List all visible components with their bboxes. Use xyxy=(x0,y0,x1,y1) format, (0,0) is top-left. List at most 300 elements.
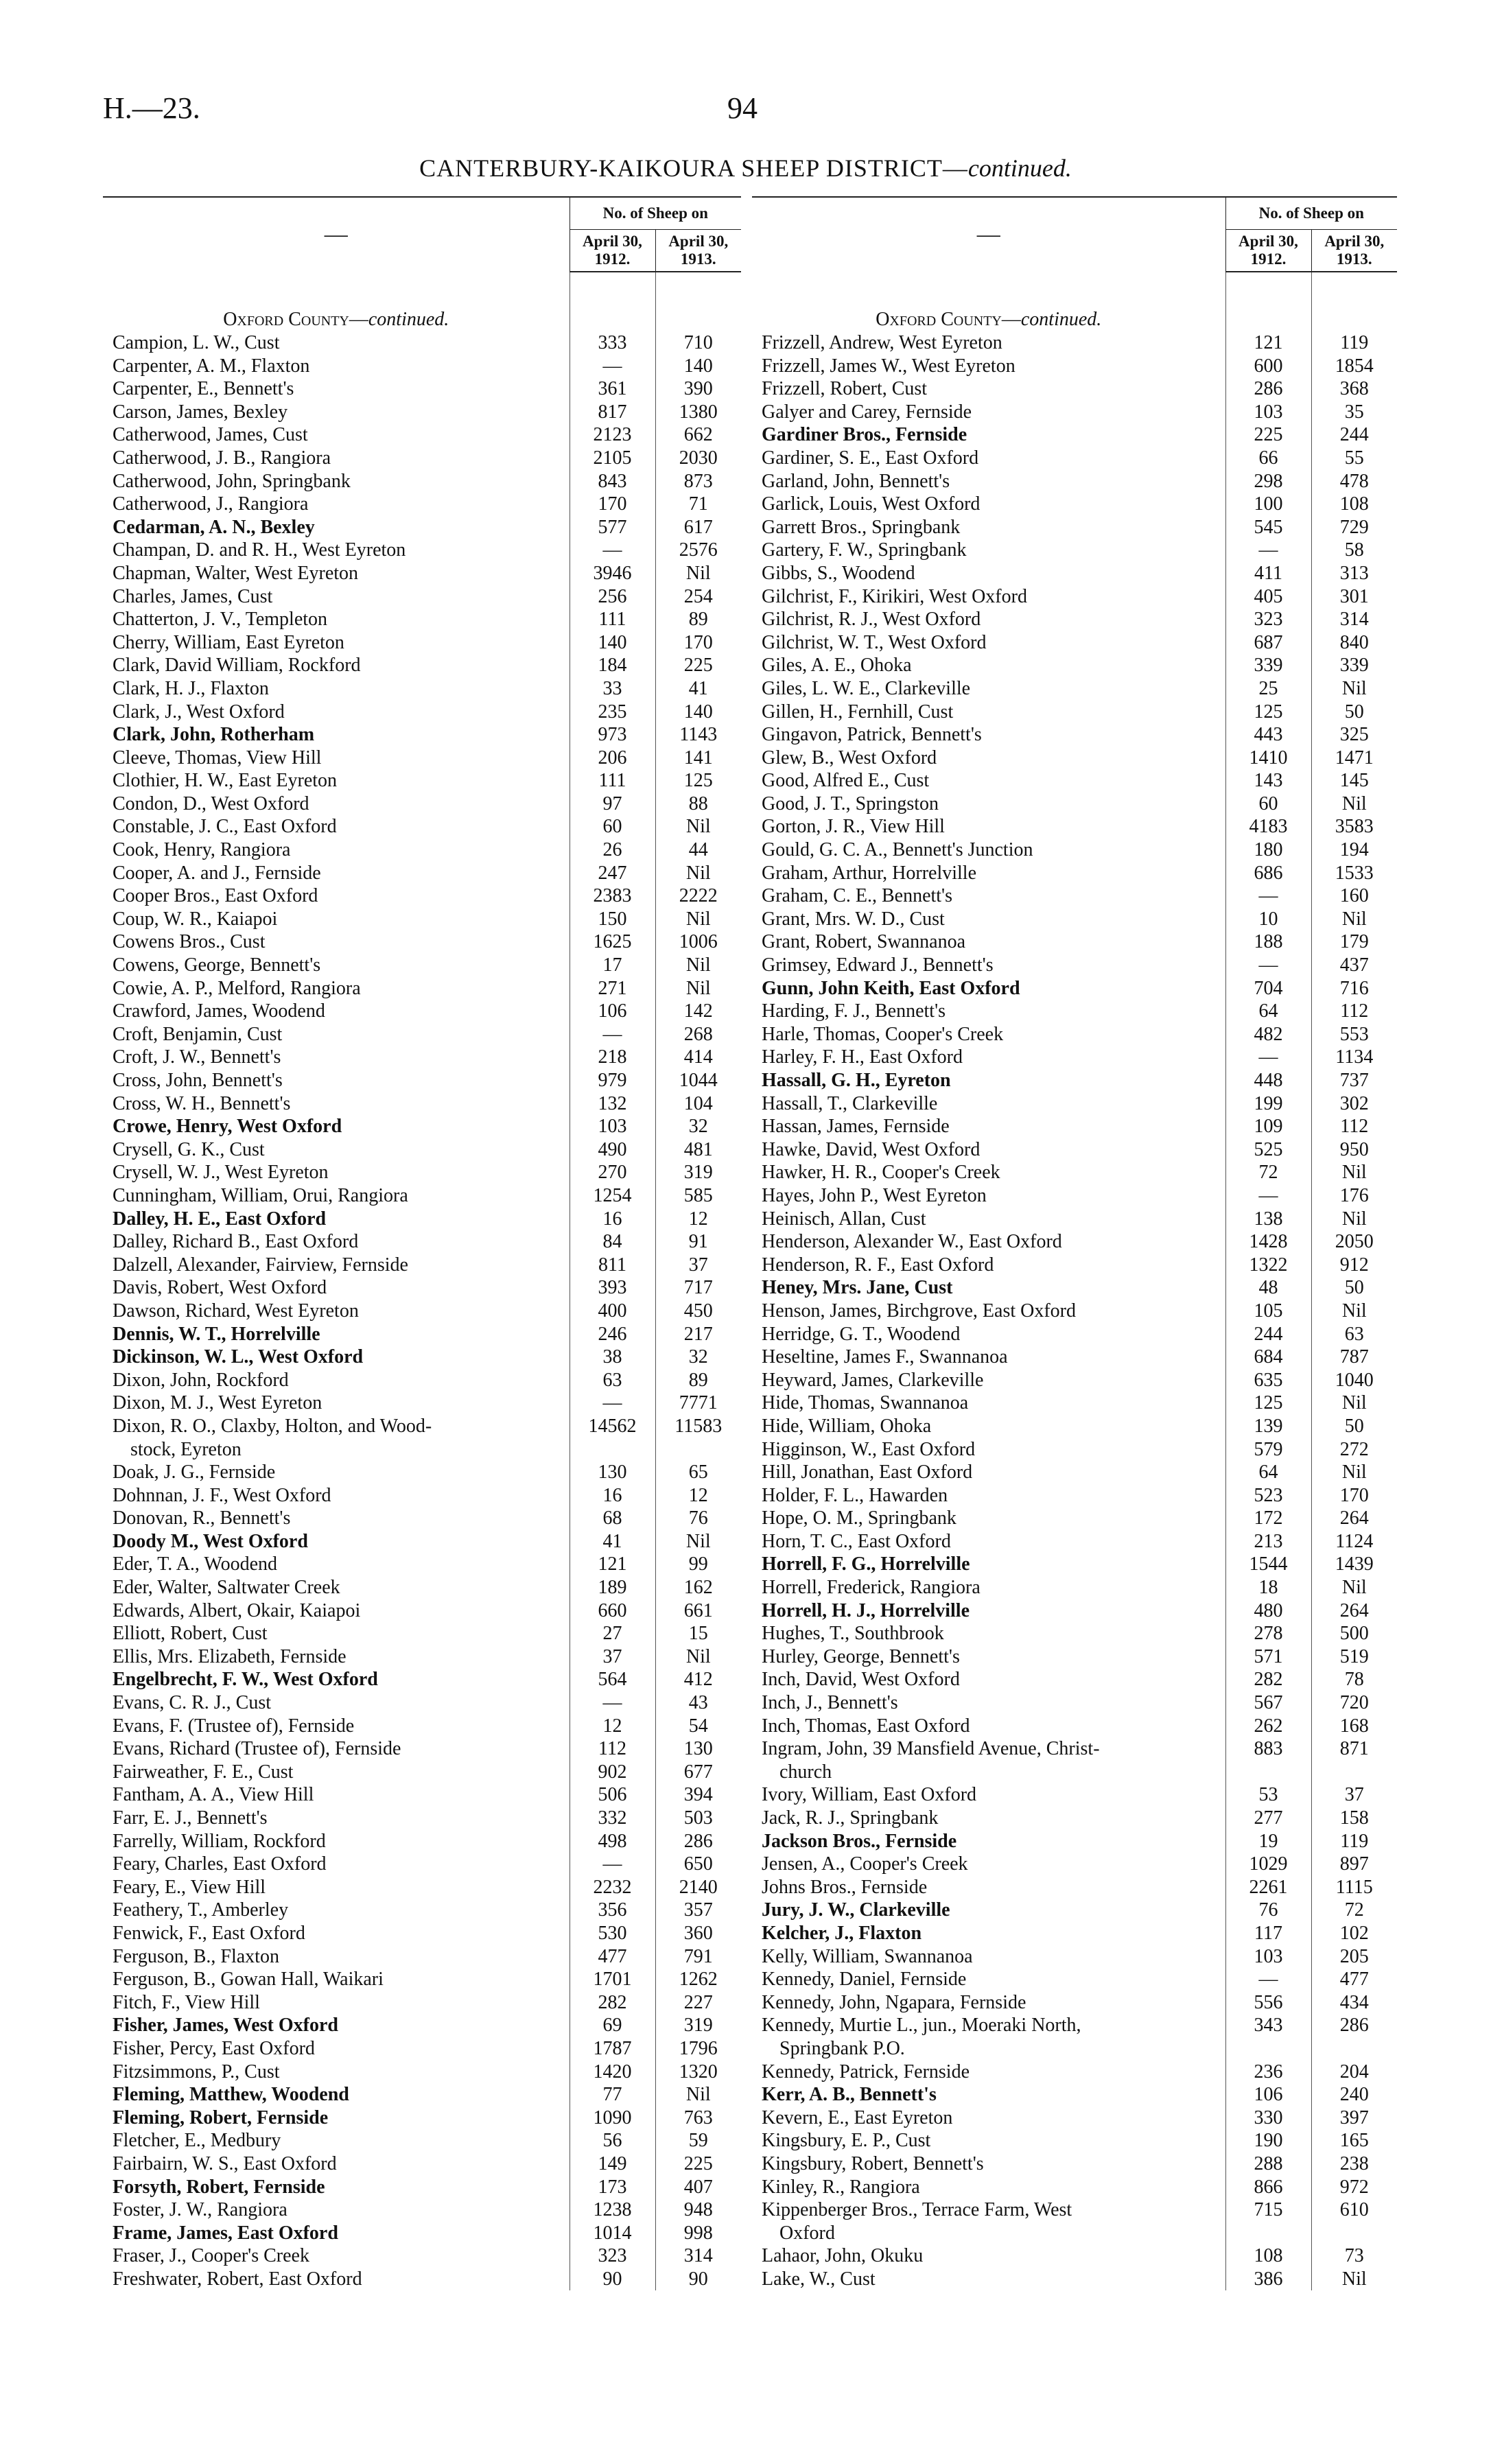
sheep-1912-cell: 556 xyxy=(1225,1991,1311,2015)
sheep-1912-cell: 16 xyxy=(570,1484,655,1507)
sheep-1913-cell: 661 xyxy=(655,1599,741,1623)
table-row xyxy=(103,470,741,493)
entry-name: Ellis, Mrs. Elizabeth, Fernside xyxy=(113,1645,347,1667)
sheep-1912-cell: 286 xyxy=(1225,377,1311,401)
sheep-1913-cell: 610 xyxy=(1311,2198,1397,2222)
sheep-1913-cell: 37 xyxy=(655,1254,741,1277)
entry-name: stock, Eyreton xyxy=(130,1438,242,1460)
entry-name: Kevern, E., East Eyreton xyxy=(762,2107,953,2128)
sheep-1912-cell: 477 xyxy=(570,1945,655,1969)
table-row xyxy=(103,723,741,747)
table-row xyxy=(103,1922,741,1945)
sheep-1913-cell: 710 xyxy=(655,331,741,355)
table-row xyxy=(103,1115,741,1138)
sheep-1913-cell: Nil xyxy=(655,977,741,1000)
table-row xyxy=(752,562,1397,585)
table-row xyxy=(103,1438,741,1462)
table-row xyxy=(752,2129,1397,2152)
entry-name: Henderson, R. F., East Oxford xyxy=(762,1254,994,1276)
entry-name: Fleming, Matthew, Woodend xyxy=(113,2084,349,2106)
sheep-1912-cell: 103 xyxy=(1225,1945,1311,1969)
entry-name: Garlick, Louis, West Oxford xyxy=(762,493,981,515)
sheep-1912-cell: 184 xyxy=(570,654,655,677)
sheep-1912-cell: 386 xyxy=(1225,2268,1311,2291)
sheep-1913-cell: 871 xyxy=(1311,1737,1397,1761)
table-row xyxy=(103,1184,741,1208)
entry-name: Heney, Mrs. Jane, Cust xyxy=(762,1277,953,1299)
entry-name: Feathery, T., Amberley xyxy=(113,1899,289,1921)
table-row xyxy=(752,654,1397,677)
table-row xyxy=(103,1715,741,1738)
left-table-body xyxy=(103,272,741,2290)
entry-name: Jury, J. W., Clarkeville xyxy=(762,1899,950,1921)
entry-name: Lahaor, John, Okuku xyxy=(762,2245,924,2267)
sheep-1913-cell: 54 xyxy=(655,1715,741,1738)
sheep-1912-cell: 63 xyxy=(570,1369,655,1392)
table-row xyxy=(103,862,741,885)
right-table-body xyxy=(752,272,1397,2290)
table-row xyxy=(103,401,741,424)
sheep-1912-cell: 103 xyxy=(570,1115,655,1138)
table-row xyxy=(752,470,1397,493)
sheep-1913-cell: 1380 xyxy=(655,401,741,424)
table-row xyxy=(752,1737,1397,1761)
entry-name: Freshwater, Robert, East Oxford xyxy=(113,2268,362,2290)
table-row xyxy=(752,930,1397,954)
sheep-1913-cell: 286 xyxy=(1311,2014,1397,2037)
april-1913-header: April 30, 1913. xyxy=(655,230,741,272)
sheep-1912-cell: 523 xyxy=(1225,1484,1311,1507)
entry-name: Cunningham, William, Orui, Rangiora xyxy=(113,1184,408,1206)
sheep-1912-cell: 545 xyxy=(1225,516,1311,539)
table-row xyxy=(103,2107,741,2130)
sheep-1912-cell: — xyxy=(1225,1184,1311,1208)
sheep-1912-cell: 190 xyxy=(1225,2129,1311,2152)
table-row xyxy=(103,1576,741,1599)
table-row xyxy=(103,1737,741,1761)
sheep-1913-cell: 99 xyxy=(655,1553,741,1576)
entry-name: Hide, William, Ohoka xyxy=(762,1415,932,1437)
table-row xyxy=(103,1346,741,1369)
sheep-1912-cell: 482 xyxy=(1225,1023,1311,1046)
sheep-1912-cell: 26 xyxy=(570,838,655,862)
entry-name: Henson, James, Birchgrove, East Oxford xyxy=(762,1300,1077,1322)
entry-name: Good, J. T., Springston xyxy=(762,793,939,814)
entry-name: Doak, J. G., Fernside xyxy=(113,1462,276,1483)
table-row xyxy=(752,1392,1397,1415)
sheep-1912-cell: 33 xyxy=(570,677,655,701)
name-column-header: — xyxy=(103,197,570,272)
sheep-1912-cell: — xyxy=(570,1853,655,1876)
sheep-1912-cell: 2232 xyxy=(570,1876,655,1899)
sheep-1913-cell: 63 xyxy=(1311,1323,1397,1346)
entry-name: Dixon, M. J., West Eyreton xyxy=(113,1392,322,1414)
sheep-1913-cell: 2140 xyxy=(655,1876,741,1899)
sheep-1912-cell: 262 xyxy=(1225,1715,1311,1738)
entry-name: Farr, E. J., Bennett's xyxy=(113,1807,268,1829)
sheep-1912-cell: — xyxy=(570,539,655,562)
table-row xyxy=(103,562,741,585)
sheep-1912-cell: 525 xyxy=(1225,1138,1311,1162)
table-row xyxy=(103,1645,741,1669)
sheep-1913-cell: 165 xyxy=(1311,2129,1397,2152)
sheep-1912-cell: 173 xyxy=(570,2176,655,2199)
sheep-1912-cell: — xyxy=(570,1691,655,1715)
entry-name: Cook, Henry, Rangiora xyxy=(113,839,291,861)
table-row xyxy=(103,977,741,1000)
sheep-1913-cell: 170 xyxy=(655,631,741,655)
sheep-1913-cell: 89 xyxy=(655,1369,741,1392)
entry-name: Elliott, Robert, Cust xyxy=(113,1623,268,1645)
sheep-1913-cell: 2050 xyxy=(1311,1230,1397,1254)
sheep-1913-cell: 179 xyxy=(1311,930,1397,954)
table-row xyxy=(103,1300,741,1323)
sheep-1913-cell: 477 xyxy=(1311,1968,1397,1991)
sheep-1913-cell: 1471 xyxy=(1311,747,1397,770)
sheep-1912-cell: 817 xyxy=(570,401,655,424)
table-row xyxy=(752,677,1397,701)
entry-name: Harley, F. H., East Oxford xyxy=(762,1046,963,1068)
table-row xyxy=(103,377,741,401)
sheep-1913-cell: Nil xyxy=(1311,2268,1397,2291)
sheep-1912-cell: 14562 xyxy=(570,1415,655,1438)
table-row xyxy=(752,1208,1397,1231)
sheep-1912-cell: 282 xyxy=(1225,1668,1311,1691)
sheep-1912-cell: 600 xyxy=(1225,355,1311,378)
sheep-1912-cell: 77 xyxy=(570,2083,655,2107)
sheep-1913-cell: 397 xyxy=(1311,2107,1397,2130)
page-title-text: CANTERBURY-KAIKOURA SHEEP DISTRICT— xyxy=(419,154,968,182)
entry-name: Hassan, James, Fernside xyxy=(762,1116,950,1138)
sheep-1912-cell: 76 xyxy=(1225,1899,1311,1922)
entry-name: Dalzell, Alexander, Fairview, Fernside xyxy=(113,1254,408,1276)
entry-name: Fairbairn, W. S., East Oxford xyxy=(113,2152,337,2174)
sheep-1913-cell: 677 xyxy=(655,1761,741,1784)
sheep-1912-cell: 571 xyxy=(1225,1645,1311,1669)
sheep-1913-cell: 662 xyxy=(655,423,741,447)
table-row xyxy=(103,608,741,631)
sheep-1913-cell: 76 xyxy=(655,1507,741,1530)
sheep-1912-cell: 405 xyxy=(1225,585,1311,609)
sheep-1912-cell: 132 xyxy=(570,1092,655,1116)
sheep-1913-cell: 1796 xyxy=(655,2037,741,2061)
entry-name: Cowie, A. P., Melford, Rangiora xyxy=(113,977,361,999)
sheep-1912-cell: 117 xyxy=(1225,1922,1311,1945)
entry-name: Fisher, James, West Oxford xyxy=(113,2015,338,2037)
sheep-1913-cell: 170 xyxy=(1311,1484,1397,1507)
sheep-1912-cell: 1544 xyxy=(1225,1553,1311,1576)
sheep-1913-cell: 162 xyxy=(655,1576,741,1599)
sheep-1912-cell: — xyxy=(570,1023,655,1046)
table-row xyxy=(103,493,741,516)
table-row xyxy=(103,1208,741,1231)
sheep-1913-cell: 41 xyxy=(655,677,741,701)
entry-name: Good, Alfred E., Cust xyxy=(762,770,930,792)
table-row xyxy=(103,2152,741,2176)
sheep-1913-cell: 1044 xyxy=(655,1069,741,1092)
table-row xyxy=(752,2268,1397,2291)
table-row xyxy=(103,1415,741,1438)
sheep-1913-cell: Nil xyxy=(1311,1161,1397,1184)
table-row xyxy=(103,908,741,931)
table-row xyxy=(103,1069,741,1092)
entry-name: Hassall, G. H., Eyreton xyxy=(762,1070,951,1091)
entry-name: Gingavon, Patrick, Bennett's xyxy=(762,724,982,746)
table-row xyxy=(103,701,741,724)
sheep-1913-cell: 763 xyxy=(655,2107,741,2130)
sheep-1912-cell: — xyxy=(1225,954,1311,977)
sheep-1912-cell: 56 xyxy=(570,2129,655,2152)
entry-name: Inch, Thomas, East Oxford xyxy=(762,1715,970,1737)
sheep-1912-cell: 1787 xyxy=(570,2037,655,2061)
entry-name: Oxford xyxy=(779,2222,835,2244)
entry-name: Crawford, James, Woodend xyxy=(113,1000,325,1022)
entry-name: Kinley, R., Rangiora xyxy=(762,2176,920,2198)
table-row xyxy=(103,516,741,539)
table-row xyxy=(752,747,1397,770)
table-row xyxy=(103,769,741,793)
entry-name: Eder, T. A., Woodend xyxy=(113,1553,278,1575)
entry-name: Grant, Mrs. W. D., Cust xyxy=(762,908,945,930)
sheep-1913-cell: 716 xyxy=(1311,977,1397,1000)
sheep-1913-cell: 948 xyxy=(655,2198,741,2222)
sheep-1913-cell: 1143 xyxy=(655,723,741,747)
entry-name: Davis, Robert, West Oxford xyxy=(113,1277,327,1299)
sheep-1912-cell: 2105 xyxy=(570,447,655,470)
entry-name: Farrelly, William, Rockford xyxy=(113,1830,326,1852)
entry-name: Engelbrecht, F. W., West Oxford xyxy=(113,1669,378,1691)
entry-name: Hawke, David, West Oxford xyxy=(762,1138,981,1160)
entry-name: Higginson, W., East Oxford xyxy=(762,1438,976,1460)
table-row xyxy=(752,355,1397,378)
entry-name: Charles, James, Cust xyxy=(113,585,273,607)
table-row xyxy=(103,2037,741,2061)
table-row xyxy=(752,1369,1397,1392)
table-row xyxy=(103,1369,741,1392)
entry-name: Campion, L. W., Cust xyxy=(113,332,280,353)
sheep-1913-cell: 998 xyxy=(655,2222,741,2245)
table-row xyxy=(752,447,1397,470)
sheep-1913-cell: 89 xyxy=(655,608,741,631)
table-row xyxy=(752,1461,1397,1484)
table-row xyxy=(103,1230,741,1254)
table-row xyxy=(752,608,1397,631)
entry-name: Dixon, R. O., Claxby, Holton, and Wood- xyxy=(113,1415,432,1437)
table-row xyxy=(752,401,1397,424)
sheep-1912-cell: 150 xyxy=(570,908,655,931)
sheep-1912-cell: 2261 xyxy=(1225,1876,1311,1899)
table-row xyxy=(103,1876,741,1899)
sheep-1913-cell: 840 xyxy=(1311,631,1397,655)
sheep-1912-cell: — xyxy=(1225,539,1311,562)
table-row xyxy=(103,2014,741,2037)
sheep-1912-cell: 332 xyxy=(570,1807,655,1830)
entry-name: Forsyth, Robert, Fernside xyxy=(113,2176,325,2198)
sheep-1913-cell: 313 xyxy=(1311,562,1397,585)
sheep-1912-cell: 448 xyxy=(1225,1069,1311,1092)
sheep-1913-cell: 1439 xyxy=(1311,1553,1397,1576)
table-row xyxy=(103,1484,741,1507)
table-row xyxy=(103,1023,741,1046)
sheep-1912-cell: 121 xyxy=(1225,331,1311,355)
sheep-1912-cell: 139 xyxy=(1225,1415,1311,1438)
entry-name: Evans, F. (Trustee of), Fernside xyxy=(113,1715,355,1737)
sheep-1912-cell: 103 xyxy=(1225,401,1311,424)
entry-name: Dalley, Richard B., East Oxford xyxy=(113,1231,359,1253)
table-row xyxy=(752,1254,1397,1277)
table-row xyxy=(103,1853,741,1876)
sheep-1912-cell: 121 xyxy=(570,1553,655,1576)
entry-name: Gunn, John Keith, East Oxford xyxy=(762,977,1020,999)
sheep-1912-cell: 973 xyxy=(570,723,655,747)
table-row xyxy=(103,1161,741,1184)
table-row xyxy=(103,1899,741,1922)
sheep-1913-cell: 286 xyxy=(655,1830,741,1853)
entry-name: Lake, W., Cust xyxy=(762,2268,876,2290)
sheep-1912-cell: 660 xyxy=(570,1599,655,1623)
sheep-1913-cell: 1262 xyxy=(655,1968,741,1991)
sheep-1912-cell: 3946 xyxy=(570,562,655,585)
table-row xyxy=(103,355,741,378)
sheep-1913-cell: 319 xyxy=(655,1161,741,1184)
table-row xyxy=(752,838,1397,862)
page-title-suffix: continued. xyxy=(967,154,1072,182)
sheep-1912-cell: 111 xyxy=(570,769,655,793)
entry-name: Graham, Arthur, Horrelville xyxy=(762,862,977,884)
sheep-1913-cell: 35 xyxy=(1311,401,1397,424)
entry-name: Fenwick, F., East Oxford xyxy=(113,1922,305,1944)
sheep-1912-cell: 1238 xyxy=(570,2198,655,2222)
table-row xyxy=(103,1507,741,1530)
sheep-1912-cell: 199 xyxy=(1225,1092,1311,1116)
entry-name: Kippenberger Bros., Terrace Farm, West xyxy=(762,2199,1072,2221)
sheep-1913-cell: 168 xyxy=(1311,1715,1397,1738)
table-row xyxy=(752,769,1397,793)
entry-name: Kennedy, John, Ngapara, Fernside xyxy=(762,1991,1026,2013)
sheep-1912-cell: 244 xyxy=(1225,1323,1311,1346)
sheep-1913-cell: 145 xyxy=(1311,769,1397,793)
entry-name: Eder, Walter, Saltwater Creek xyxy=(113,1577,340,1599)
table-row xyxy=(103,585,741,609)
table-row xyxy=(752,1138,1397,1162)
sheep-1913-cell: 102 xyxy=(1311,1922,1397,1945)
sheep-1913-cell: Nil xyxy=(1311,1461,1397,1484)
sheep-1913-cell xyxy=(1311,1761,1397,1784)
sheep-1912-cell: 2123 xyxy=(570,423,655,447)
entry-name: Gartery, F. W., Springbank xyxy=(762,539,967,561)
sheep-1913-cell: 3583 xyxy=(1311,815,1397,838)
sheep-1913-cell: 390 xyxy=(655,377,741,401)
sheep-1913-cell xyxy=(1311,2037,1397,2061)
entry-name: Kingsbury, Robert, Bennett's xyxy=(762,2152,984,2174)
sheep-1913-cell: 1124 xyxy=(1311,1530,1397,1553)
entry-name: Fitzsimmons, P., Cust xyxy=(113,2061,280,2082)
table-row xyxy=(103,1761,741,1784)
table-row xyxy=(752,862,1397,885)
sheep-1913-cell: 1320 xyxy=(655,2061,741,2084)
entry-name: Catherwood, John, Springbank xyxy=(113,470,351,492)
table-row xyxy=(752,815,1397,838)
entry-name: Kerr, A. B., Bennett's xyxy=(762,2084,937,2106)
table-row xyxy=(103,1553,741,1576)
entry-name: Doody M., West Oxford xyxy=(113,1530,308,1552)
sheep-1913-cell: 553 xyxy=(1311,1023,1397,1046)
table-row xyxy=(752,1761,1397,1784)
sheep-1912-cell: 323 xyxy=(1225,608,1311,631)
table-row xyxy=(752,516,1397,539)
sheep-1913-cell: 104 xyxy=(655,1092,741,1116)
sheep-1912-cell: 125 xyxy=(1225,701,1311,724)
entry-name: Holder, F. L., Hawarden xyxy=(762,1484,948,1506)
table-row xyxy=(752,2244,1397,2268)
sheep-1912-cell: 443 xyxy=(1225,723,1311,747)
sheep-1913-cell: 272 xyxy=(1311,1438,1397,1462)
sheep-1913-cell: 339 xyxy=(1311,654,1397,677)
sheep-1913-cell: 1115 xyxy=(1311,1876,1397,1899)
sheep-1913-cell: 119 xyxy=(1311,1830,1397,1853)
sheep-1912-cell: 189 xyxy=(570,1576,655,1599)
table-row xyxy=(752,539,1397,562)
section-heading xyxy=(103,301,741,331)
table-row xyxy=(103,1945,741,1969)
table-row xyxy=(103,1392,741,1415)
sheep-1912-cell: 393 xyxy=(570,1276,655,1300)
entry-name: Cooper Bros., East Oxford xyxy=(113,885,318,907)
sheep-1912-cell: — xyxy=(570,1392,655,1415)
sheep-1912-cell: 1254 xyxy=(570,1184,655,1208)
sheep-1913-cell: 585 xyxy=(655,1184,741,1208)
sheep-1913-cell: 50 xyxy=(1311,1276,1397,1300)
entry-name: Horrell, H. J., Horrelville xyxy=(762,1599,970,1621)
name-column-header: — xyxy=(752,197,1225,272)
entry-name: Springbank P.O. xyxy=(779,2037,905,2059)
table-row xyxy=(752,2083,1397,2107)
entry-name: Hide, Thomas, Swannanoa xyxy=(762,1392,969,1414)
sheep-1912-cell: 100 xyxy=(1225,493,1311,516)
entry-name: Henderson, Alexander W., East Oxford xyxy=(762,1231,1062,1253)
entry-name: Frizzell, James W., West Eyreton xyxy=(762,355,1015,377)
sheep-1913-cell: 50 xyxy=(1311,701,1397,724)
entry-name: Gilchrist, W. T., West Oxford xyxy=(762,631,987,653)
table-row xyxy=(103,1991,741,2015)
sheep-1913-cell: 158 xyxy=(1311,1807,1397,1830)
table-row xyxy=(752,585,1397,609)
sheep-1912-cell: 12 xyxy=(570,1715,655,1738)
table-row xyxy=(752,1783,1397,1807)
table-row xyxy=(752,2014,1397,2037)
table-row xyxy=(752,1092,1397,1116)
table-row xyxy=(752,1945,1397,1969)
entry-name: Inch, J., Bennett's xyxy=(762,1692,898,1714)
sheep-1912-cell: 246 xyxy=(570,1323,655,1346)
sheep-1912-cell: 811 xyxy=(570,1254,655,1277)
entry-name: Fitch, F., View Hill xyxy=(113,1991,260,2013)
sheep-count-header: No. of Sheep on xyxy=(1225,197,1397,230)
entry-name: Hill, Jonathan, East Oxford xyxy=(762,1462,973,1483)
sheep-1912-cell xyxy=(1225,2222,1311,2245)
entry-name: Kingsbury, E. P., Cust xyxy=(762,2130,931,2152)
table-row xyxy=(103,2176,741,2199)
table-row xyxy=(103,1691,741,1715)
sheep-1912-cell: 564 xyxy=(570,1668,655,1691)
table-row xyxy=(752,908,1397,931)
sheep-1912-cell: 579 xyxy=(1225,1438,1311,1462)
entry-name: Dohnnan, J. F., West Oxford xyxy=(113,1484,331,1506)
sheep-1913-cell: 12 xyxy=(655,1208,741,1231)
sheep-1912-cell: 715 xyxy=(1225,2198,1311,2222)
entry-name: Frizzell, Andrew, West Eyreton xyxy=(762,332,1002,353)
sheep-1913-cell: 160 xyxy=(1311,884,1397,908)
